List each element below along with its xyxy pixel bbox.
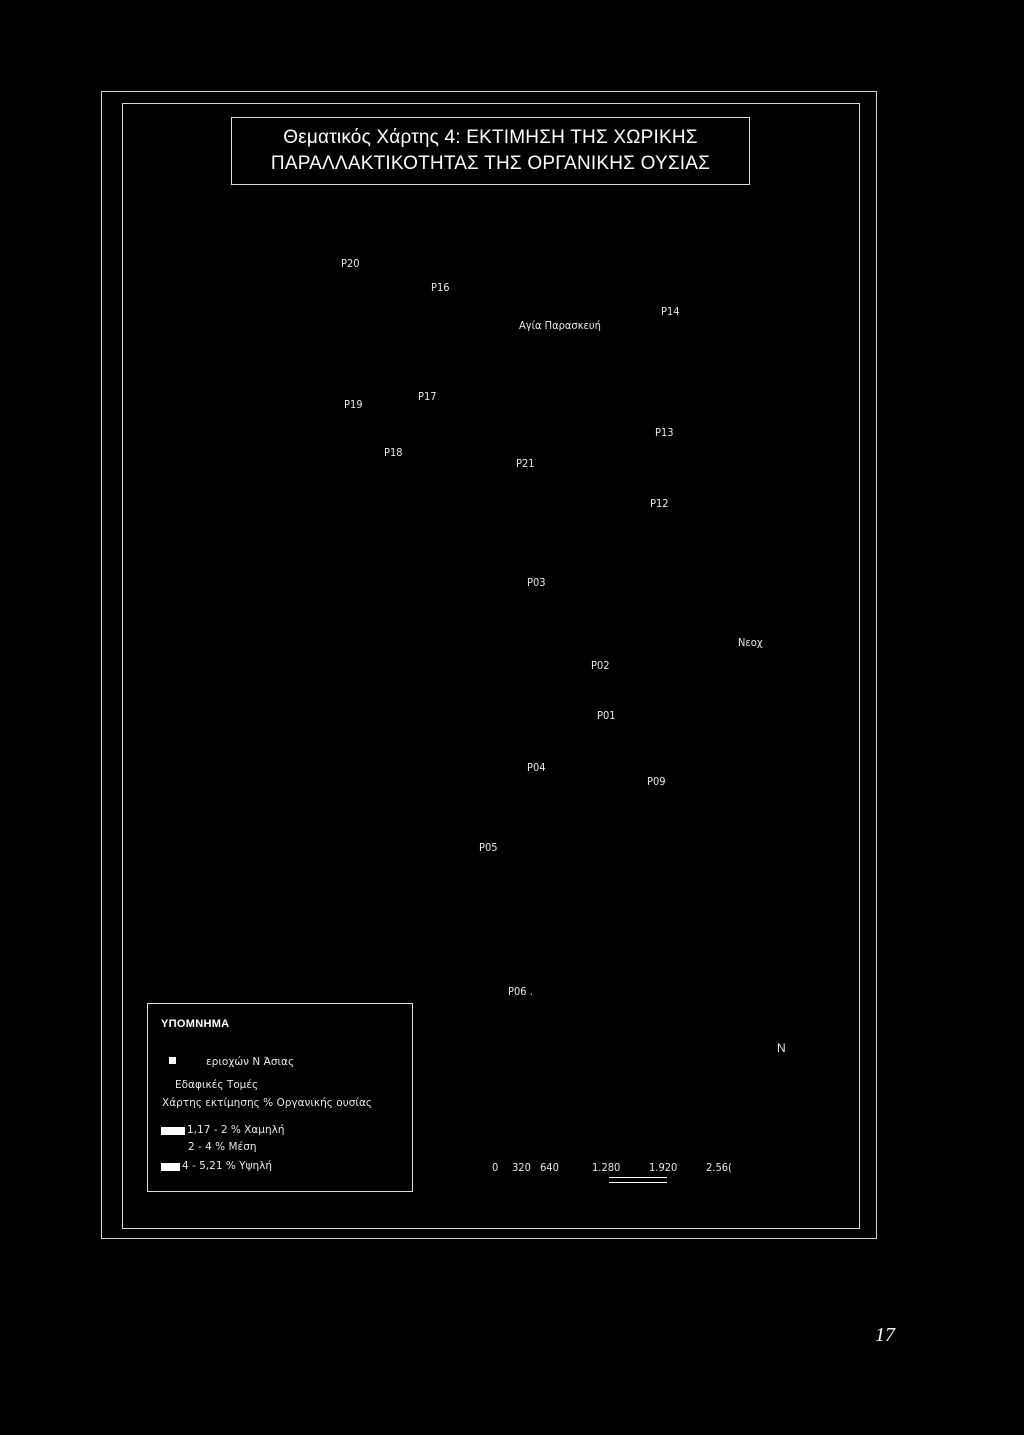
map-title-box: [231, 117, 750, 185]
legend-boundary: εριοχών Ν Άσιας: [206, 1056, 295, 1068]
map-label-p14: P14: [661, 305, 680, 318]
map-label-p04: P04: [527, 761, 546, 774]
scale-tick-640: 640: [540, 1161, 559, 1174]
scale-tick-1280: 1.280: [592, 1161, 621, 1174]
map-label-p05: P05: [479, 841, 498, 854]
page-number: 17: [875, 1324, 895, 1346]
map-label-p19: P19: [344, 398, 363, 411]
map-label-p02: P02: [591, 659, 610, 672]
map-title-line-2: ΠΑΡΑΛΛΑΚΤΙΚΟΤΗΤΑΣ ΤΗΣ ΟΡΓΑΝΙΚΗΣ ΟΥΣΙΑΣ: [270, 153, 711, 174]
map-label-p09: P09: [647, 775, 666, 788]
legend-class-low: 1,17 - 2 % Χαμηλή: [187, 1124, 285, 1136]
map-label-p17: P17: [418, 390, 437, 403]
scale-bar-lower: [609, 1182, 667, 1183]
scale-tick-0: 0: [492, 1161, 499, 1174]
scale-tick-1920: 1.920: [649, 1161, 678, 1174]
scale-tick-2560: 2.56(: [706, 1161, 732, 1174]
legend-class-mid: 2 - 4 % Μέση: [188, 1141, 257, 1153]
class-low-swatch: [161, 1127, 185, 1135]
legend-class-high: 4 - 5,21 % Υψηλή: [182, 1160, 273, 1172]
map-label-p06: P06 .: [508, 985, 533, 998]
legend-sectors: Εδαφικές Τομές: [175, 1079, 259, 1091]
map-label-p20: P20: [341, 257, 360, 270]
map-label-p21: P21: [516, 457, 535, 470]
map-label-p18: P18: [384, 446, 403, 459]
map-label-p01: P01: [597, 709, 616, 722]
map-title-line-1: Θεματικός Χάρτης 4: ΕΚΤΙΜΗΣΗ ΤΗΣ ΧΩΡΙΚΗΣ: [283, 127, 698, 148]
map-label-p03: P03: [527, 576, 546, 589]
scale-bar-upper: [609, 1177, 667, 1178]
class-high-swatch: [161, 1163, 180, 1171]
map-label-neox: Νεοχ: [738, 636, 763, 649]
legend-title: ΥΠΟΜΝΗΜΑ: [161, 1018, 230, 1030]
map-label-agia-paraskevi: Αγία Παρασκευή: [519, 319, 601, 332]
map-label-p12: P12: [650, 497, 669, 510]
map-label-p16: P16: [431, 281, 450, 294]
boundary-swatch: [169, 1057, 176, 1064]
map-label-p13: P13: [655, 426, 674, 439]
north-arrow-label: N: [777, 1041, 786, 1055]
legend-map-name: Χάρτης εκτίμησης % Οργανικής ουσίας: [162, 1097, 373, 1109]
scale-tick-320: 320: [512, 1161, 531, 1174]
